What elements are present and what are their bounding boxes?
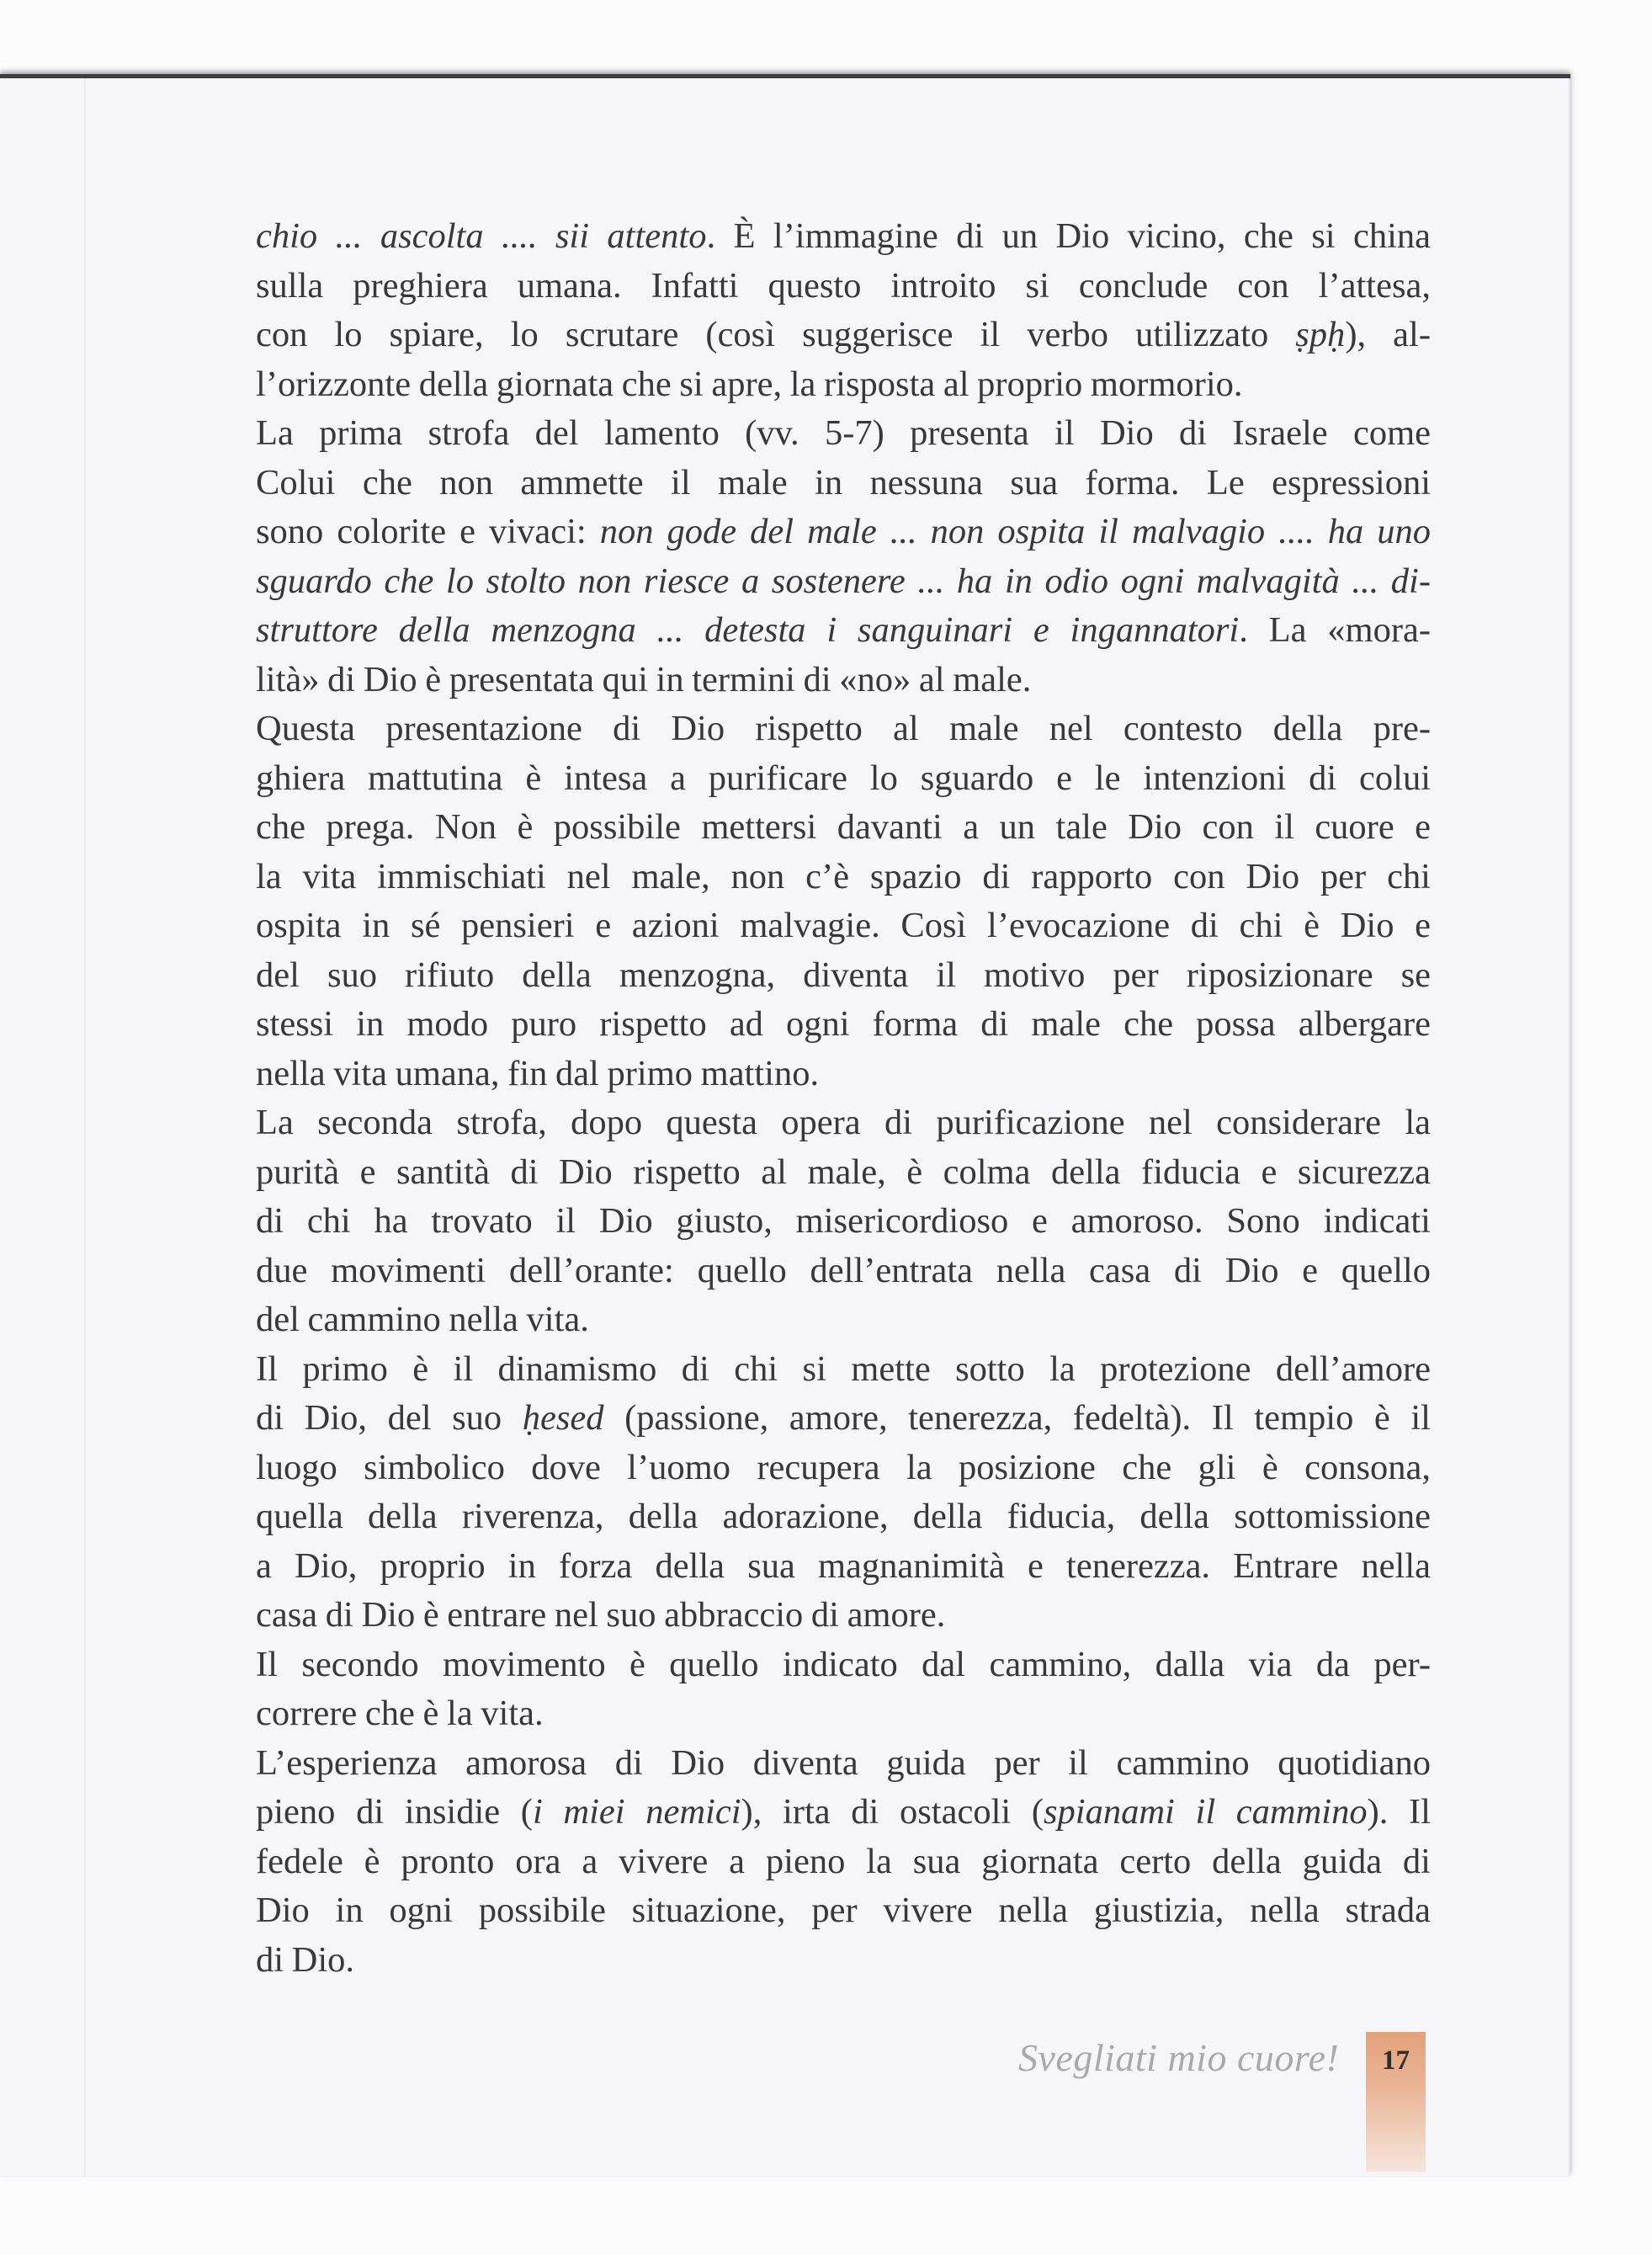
text-line	[256, 656, 1431, 705]
text-line	[256, 508, 1431, 557]
text-line	[256, 1936, 1431, 1986]
text-run: sono colorite e vivaci:	[256, 512, 600, 551]
text-run: Questa presentazione di Dio rispetto al male nel contesto della pre-	[256, 709, 1431, 748]
text-line	[256, 1098, 1431, 1148]
text-run: Colui che non ammette il male in nessuna sua forma. Le espressioni	[256, 462, 1431, 503]
text-line	[256, 1148, 1431, 1198]
text-run: quella della riverenza, della adorazione, della fiducia, della sottomissione	[256, 1497, 1431, 1536]
text-line	[256, 1000, 1431, 1050]
text-line	[256, 557, 1431, 607]
text-line	[256, 606, 1431, 656]
text-line	[256, 901, 1431, 951]
text-run: ), irta di ostacoli (	[741, 1792, 1044, 1832]
text-line	[256, 1542, 1431, 1592]
italic-quote: spianami il cammino	[1044, 1792, 1368, 1832]
text-line	[256, 1050, 1431, 1099]
text-line	[256, 1295, 1431, 1345]
text-run: ), al-	[1345, 315, 1431, 354]
text-run: di Dio, del suo	[256, 1398, 523, 1438]
text-line	[256, 853, 1431, 902]
text-run: Il secondo movimento è quello indicato dal cammino, dalla via da per-	[256, 1644, 1431, 1684]
text-line	[256, 803, 1431, 853]
text-run: ghiera mattutina è intesa a purificare lo sguardo e le intenzioni di colui	[256, 758, 1431, 798]
text-run: (passione, amore, tenerezza, fedeltà). Il tempio è il	[603, 1398, 1431, 1438]
text-line	[256, 951, 1431, 1001]
body-text	[256, 212, 1431, 1985]
page-fold-line	[84, 78, 86, 2176]
text-line	[256, 1591, 1431, 1641]
text-run: fedele è pronto ora a vivere a pieno la sua giornata certo della guida di	[256, 1841, 1431, 1881]
italic-quote: sguardo che lo stolto non riesce a sostenere ... ha in odio ogni malvagità ... di-	[256, 561, 1431, 601]
text-run: La seconda strofa, dopo questa opera di purificazione nel considerare la	[256, 1103, 1431, 1142]
text-line	[256, 409, 1431, 459]
text-line	[256, 754, 1431, 804]
italic-quote: i miei nemici	[532, 1792, 741, 1832]
text-line	[256, 212, 1431, 262]
text-line	[256, 262, 1431, 311]
page-number: 17	[1382, 2045, 1410, 2076]
text-line	[256, 1197, 1431, 1247]
text-line	[256, 1394, 1431, 1444]
text-run: due movimenti dell’orante: quello dell’entrata nella casa di Dio e quello	[256, 1250, 1431, 1290]
text-line	[256, 1886, 1431, 1936]
text-run: di Dio.	[256, 1939, 355, 1980]
text-run: lità» di Dio è presentata qui in termini di «no» al male.	[256, 659, 1032, 699]
italic-quote: struttore della menzogna ... detesta i sanguinari e ingannatori	[256, 610, 1240, 650]
text-run: del suo rifiuto della menzogna, diventa il motivo per riposizionare se	[256, 955, 1431, 995]
text-run: casa di Dio è entrare nel suo abbraccio di amore.	[256, 1595, 946, 1635]
text-line	[256, 1689, 1431, 1739]
text-run: a Dio, proprio in forza della sua magnanimità e tenerezza. Entrare nella	[256, 1545, 1431, 1586]
text-line	[256, 459, 1431, 508]
page-edge	[1569, 78, 1570, 2176]
text-line	[256, 1838, 1431, 1887]
text-run: La prima strofa del lamento (vv. 5-7) presenta il Dio di Israele come	[256, 413, 1431, 453]
text-line	[256, 360, 1431, 410]
text-line	[256, 1345, 1431, 1395]
text-run: pieno di insidie (	[256, 1792, 533, 1832]
text-run: ). Il	[1367, 1792, 1431, 1832]
text-line	[256, 311, 1431, 360]
text-run: . La «mora-	[1239, 610, 1431, 650]
text-run: Dio in ogni possibile situazione, per vivere nella giustizia, nella strada	[256, 1891, 1431, 1930]
text-run: la vita immischiati nel male, non c’è spazio di rapporto con Dio per chi	[256, 856, 1431, 896]
text-run: che prega. Non è possibile mettersi davanti a un tale Dio con il cuore e	[256, 807, 1431, 847]
text-run: l’orizzonte della giornata che si apre, la risposta al proprio mormorio.	[256, 364, 1243, 404]
text-run: L’esperienza amorosa di Dio diventa guida per il cammino quotidiano	[256, 1742, 1431, 1783]
text-run: purità e santità di Dio rispetto al male, è colma della fiducia e sicurezza	[256, 1151, 1431, 1192]
text-run: sulla preghiera umana. Infatti questo introito si conclude con l’attesa,	[256, 265, 1431, 306]
text-line	[256, 1788, 1431, 1838]
text-line	[256, 1444, 1431, 1493]
text-line	[256, 1739, 1431, 1789]
italic-quote: non gode del male ... non ospita il malvagio .... ha uno	[599, 512, 1432, 551]
italic-quote: ṣpḥ	[1295, 315, 1346, 354]
text-run: del cammino nella vita.	[256, 1300, 589, 1339]
text-line	[256, 705, 1431, 754]
running-footer-title: Svegliati mio cuore!	[1018, 2036, 1340, 2079]
page-number-tab	[1366, 2032, 1426, 2172]
text-run: Il primo è il dinamismo di chi si mette sotto la protezione dell’amore	[256, 1348, 1431, 1389]
text-run: ospita in sé pensieri e azioni malvagie. Così l’evocazione di chi è Dio e	[256, 906, 1431, 945]
text-run: nella vita umana, fin dal primo mattino.	[256, 1053, 820, 1093]
text-run: correre che è la vita.	[256, 1694, 544, 1733]
text-line	[256, 1247, 1431, 1296]
text-run: stessi in modo puro rispetto ad ogni forma di male che possa albergare	[256, 1004, 1431, 1044]
text-line	[256, 1641, 1431, 1690]
text-line	[256, 1492, 1431, 1542]
text-run: con lo spiare, lo scrutare (così suggerisce il verbo utilizzato	[256, 315, 1296, 354]
italic-quote: ḥesed	[522, 1398, 604, 1438]
text-run: . È l’immagine di un Dio vicino, che si china	[706, 216, 1432, 256]
text-run: di chi ha trovato il Dio giusto, misericordioso e amoroso. Sono indicati	[256, 1201, 1431, 1241]
italic-quote: chio ... ascolta .... sii attento	[256, 216, 707, 256]
text-run: luogo simbolico dove l’uomo recupera la posizione che gli è consona,	[256, 1447, 1431, 1487]
